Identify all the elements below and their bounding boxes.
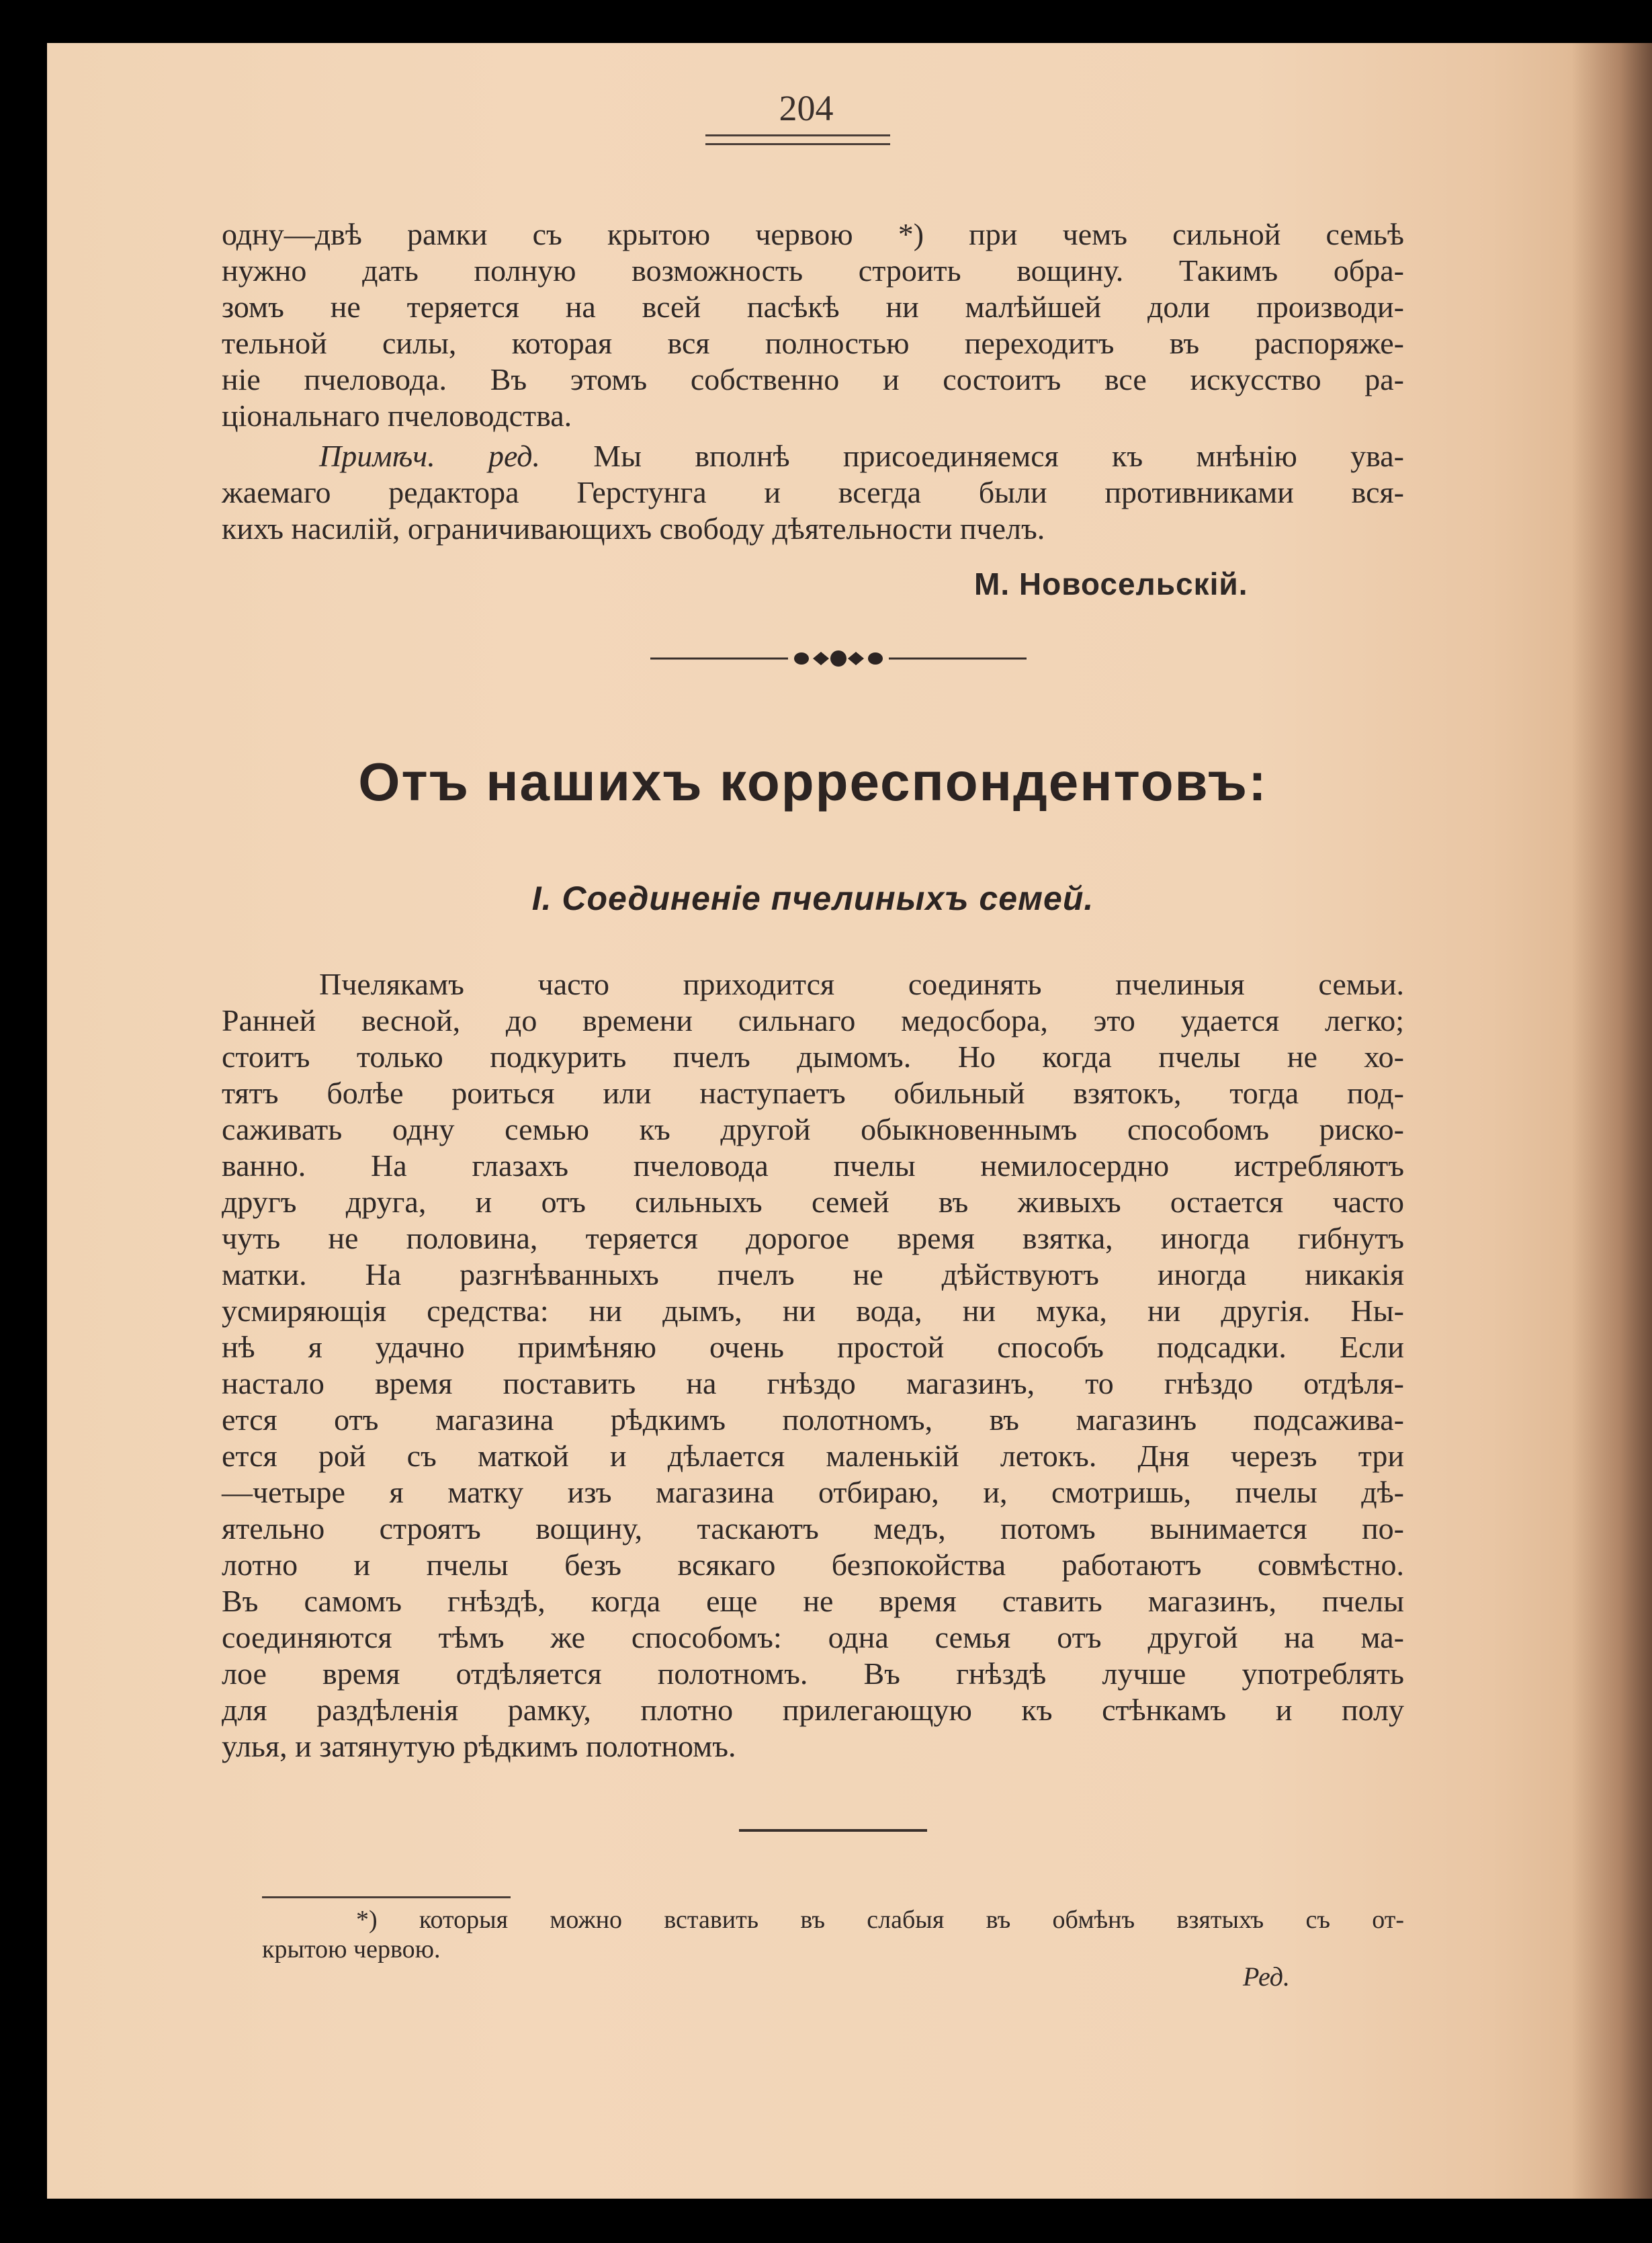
- text-line: Въ самомъ гнѣздѣ, когда еще не время ставить магазинъ, пчелы: [222, 1584, 1404, 1618]
- author-signature: М. Новосельскій.: [974, 566, 1248, 601]
- text-line: ется рой съ маткой и дѣлается маленькій летокъ. Дня черезъ три: [222, 1439, 1404, 1473]
- text-line: нѣ я удачно примѣняю очень простой способъ подсадки. Если: [222, 1330, 1404, 1364]
- text-line: —четыре я матку изъ магазина отбираю, и, смотришь, пчелы дѣ-: [222, 1475, 1404, 1509]
- text-line: стоитъ только подкурить пчелъ дымомъ. Но когда пчелы не хо-: [222, 1040, 1404, 1074]
- ornament-flourish: [794, 650, 883, 667]
- footnote: [262, 1905, 1404, 1964]
- footnote-line: крытою червою.: [262, 1935, 441, 1963]
- page-spine-shadow: [1571, 43, 1652, 2199]
- paragraph-continuation: [222, 216, 1404, 434]
- text-line: ванно. На глазахъ пчеловода пчелы немилосердно истребляютъ: [222, 1148, 1404, 1183]
- text-line: матки. На разгнѣванныхъ пчелъ не дѣйствуютъ иногда никакія: [222, 1257, 1404, 1292]
- editor-note-text: Мы вполнѣ присоединяемся къ мнѣнію ува-: [540, 439, 1404, 473]
- text-line: кихъ насилій, ограничивающихъ свободу дѣятельности пчелъ.: [222, 511, 1045, 546]
- text-line: одну—двѣ рамки съ крытою червою *) при чемъ сильной семьѣ: [222, 217, 1404, 251]
- text-line: ятельно строятъ вощину, таскаютъ медъ, потомъ вынимается по-: [222, 1511, 1404, 1546]
- text-line: тельной силы, которая вся полностью переходитъ въ распоряже-: [222, 326, 1404, 360]
- text-line: соединяются тѣмъ же способомъ: одна семья отъ другой на ма-: [222, 1620, 1404, 1654]
- text-line: жаемаго редактора Герстунга и всегда были противниками вся-: [222, 475, 1404, 509]
- text-line: лотно и пчелы безъ всякаго безпокойства работаютъ совмѣстно.: [222, 1548, 1404, 1582]
- editor-note-label: Примѣч. ред.: [319, 439, 540, 473]
- article-body: [222, 966, 1404, 1765]
- text-line: нужно дать полную возможность строить вощину. Такимъ обра-: [222, 253, 1404, 288]
- text-line: тятъ болѣе роиться или наступаетъ обильный взятокъ, тогда под-: [222, 1076, 1404, 1110]
- text-line: ется отъ магазина рѣдкимъ полотномъ, въ магазинъ подсажива-: [222, 1402, 1404, 1437]
- text-line: ціональнаго пчеловодства.: [222, 398, 572, 433]
- footnote-line: *) которыя можно вставить въ слабыя въ обмѣнъ взятыхъ съ от-: [356, 1906, 1404, 1934]
- text-line: саживать одну семью къ другой обыкновеннымъ способомъ риско-: [222, 1112, 1404, 1146]
- page-number: 204: [779, 88, 834, 128]
- footnote-rule: [262, 1896, 511, 1898]
- footnote-signature: Ред.: [1243, 1961, 1290, 1992]
- article-title: I. Соединеніе пчелиныхъ семей.: [531, 880, 1094, 917]
- text-line: другъ друга, и отъ сильныхъ семей въ живыхъ остается часто: [222, 1185, 1404, 1219]
- text-line: настало время поставить на гнѣздо магазинъ, то гнѣздо отдѣля-: [222, 1366, 1404, 1400]
- editor-note: [222, 438, 1404, 547]
- text-line: [222, 438, 1404, 474]
- text-line: усмиряющія средства: ни дымъ, ни вода, ни мука, ни другія. Ны-: [222, 1294, 1404, 1328]
- text-line: чуть не половина, теряется дорогое время взятка, иногда гибнутъ: [222, 1221, 1404, 1255]
- ornament-divider: [650, 645, 1027, 672]
- text-line: Пчелякамъ часто приходится соединять пчелиныя семьи.: [319, 967, 1404, 1001]
- text-line: для раздѣленія рамку, плотно прилегающую къ стѣнкамъ и полу: [222, 1693, 1404, 1727]
- page-number-rule: [705, 134, 890, 145]
- section-title: Отъ нашихъ корреспондентовъ:: [358, 752, 1268, 812]
- text-line: ніе пчеловода. Въ этомъ собственно и состоитъ все искусство ра-: [222, 362, 1404, 396]
- text-line: улья, и затянутую рѣдкимъ полотномъ.: [222, 1729, 736, 1763]
- text-line: Ранней весной, до времени сильнаго медосбора, это удается легко;: [222, 1003, 1404, 1038]
- article-end-rule: [739, 1829, 927, 1832]
- text-line: лое время отдѣляется полотномъ. Въ гнѣздѣ лучше употреблять: [222, 1656, 1404, 1691]
- text-line: зомъ не теряется на всей пасѣкѣ ни малѣйшей доли производи-: [222, 290, 1404, 324]
